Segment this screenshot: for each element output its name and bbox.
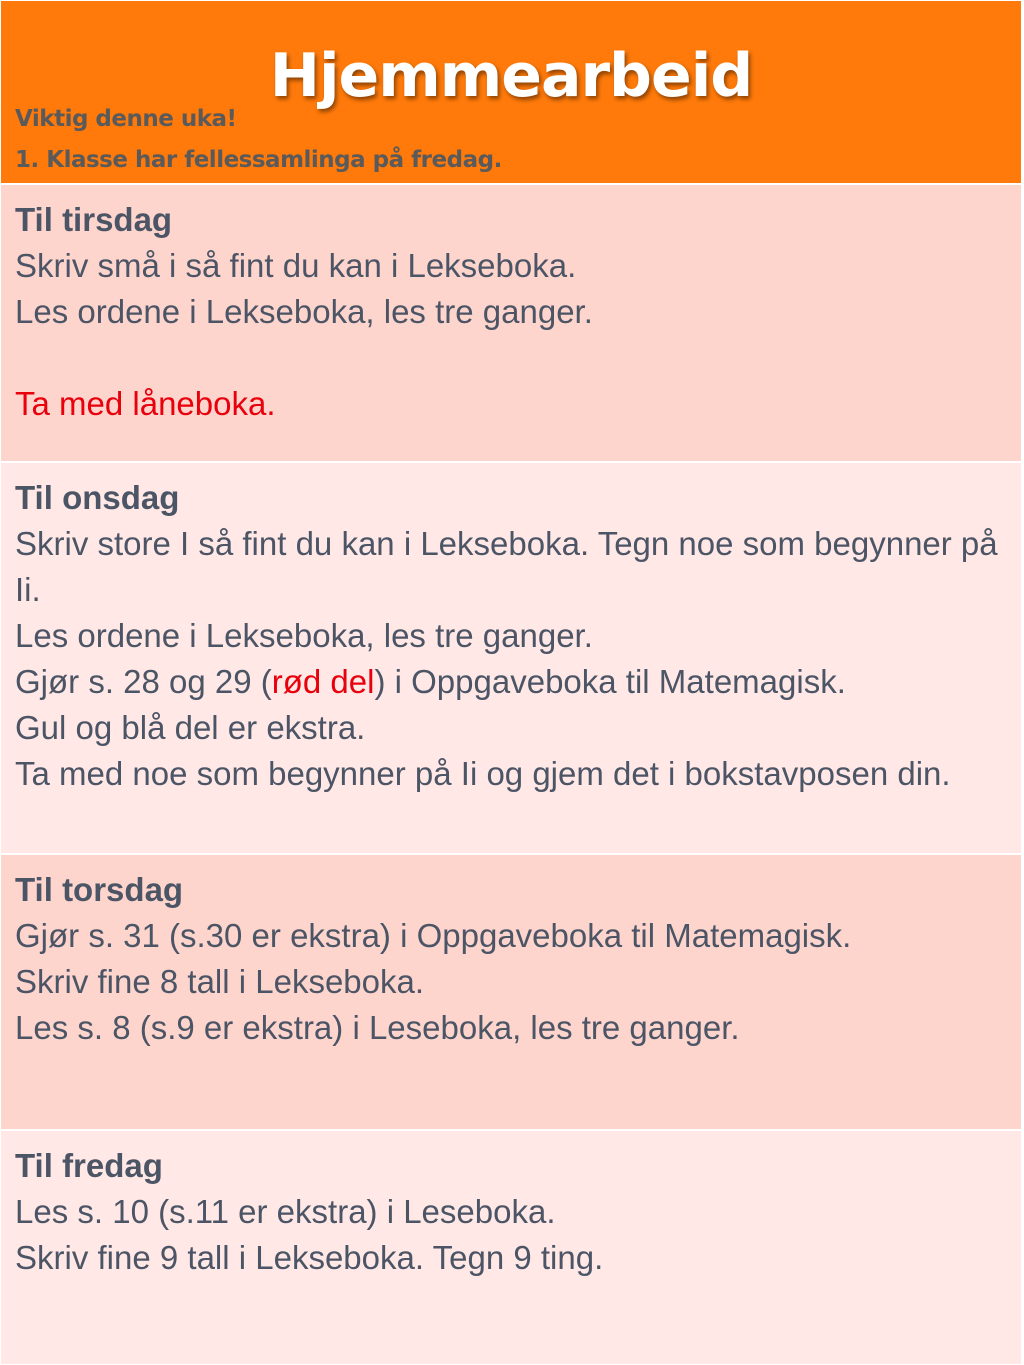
task-line: Skriv fine 8 tall i Lekseboka. xyxy=(15,963,425,1000)
section-heading: Til fredag xyxy=(15,1147,163,1184)
task-line: Gjør s. 31 (s.30 er ekstra) i Oppgaveboka til Matemagisk. xyxy=(15,917,852,954)
task-line: Skriv store I så fint du kan i Lekseboka. Tegn noe som begynner på Ii. xyxy=(15,525,998,608)
reminder-line: Ta med låneboka. xyxy=(15,385,276,422)
task-line: Gul og blå del er ekstra. xyxy=(15,709,366,746)
task-line: Les s. 10 (s.11 er ekstra) i Leseboka. xyxy=(15,1193,556,1230)
task-line: Ta med noe som begynner på Ii og gjem det i bokstavposen din. xyxy=(15,755,951,792)
header-banner xyxy=(0,0,1022,184)
task-line: Skriv små i så fint du kan i Lekseboka. xyxy=(15,247,577,284)
section-onsdag xyxy=(0,462,1022,854)
page-title: Hjemmearbeid xyxy=(269,41,753,111)
section-heading: Til torsdag xyxy=(15,871,184,908)
task-line-math xyxy=(15,659,1007,705)
assembly-note: 1. Klasse har fellessamlinga på fredag. xyxy=(15,147,502,173)
spacer xyxy=(15,335,1007,381)
section-torsdag xyxy=(0,854,1022,1130)
task-text: Gjør s. 28 og 29 ( xyxy=(15,663,272,700)
section-fredag xyxy=(0,1130,1022,1365)
task-line: Les ordene i Lekseboka, les tre ganger. xyxy=(15,293,593,330)
task-line: Les ordene i Lekseboka, les tre ganger. xyxy=(15,617,593,654)
section-tirsdag xyxy=(0,184,1022,462)
section-heading: Til onsdag xyxy=(15,479,180,516)
section-heading: Til tirsdag xyxy=(15,201,173,238)
task-line: Skriv fine 9 tall i Lekseboka. Tegn 9 ting. xyxy=(15,1239,604,1276)
task-line: Les s. 8 (s.9 er ekstra) i Leseboka, les tre ganger. xyxy=(15,1009,740,1046)
highlight-text: rød del xyxy=(271,663,375,700)
important-note: Viktig denne uka! xyxy=(15,106,237,132)
task-text: ) i Oppgaveboka til Matemagisk. xyxy=(374,663,846,700)
